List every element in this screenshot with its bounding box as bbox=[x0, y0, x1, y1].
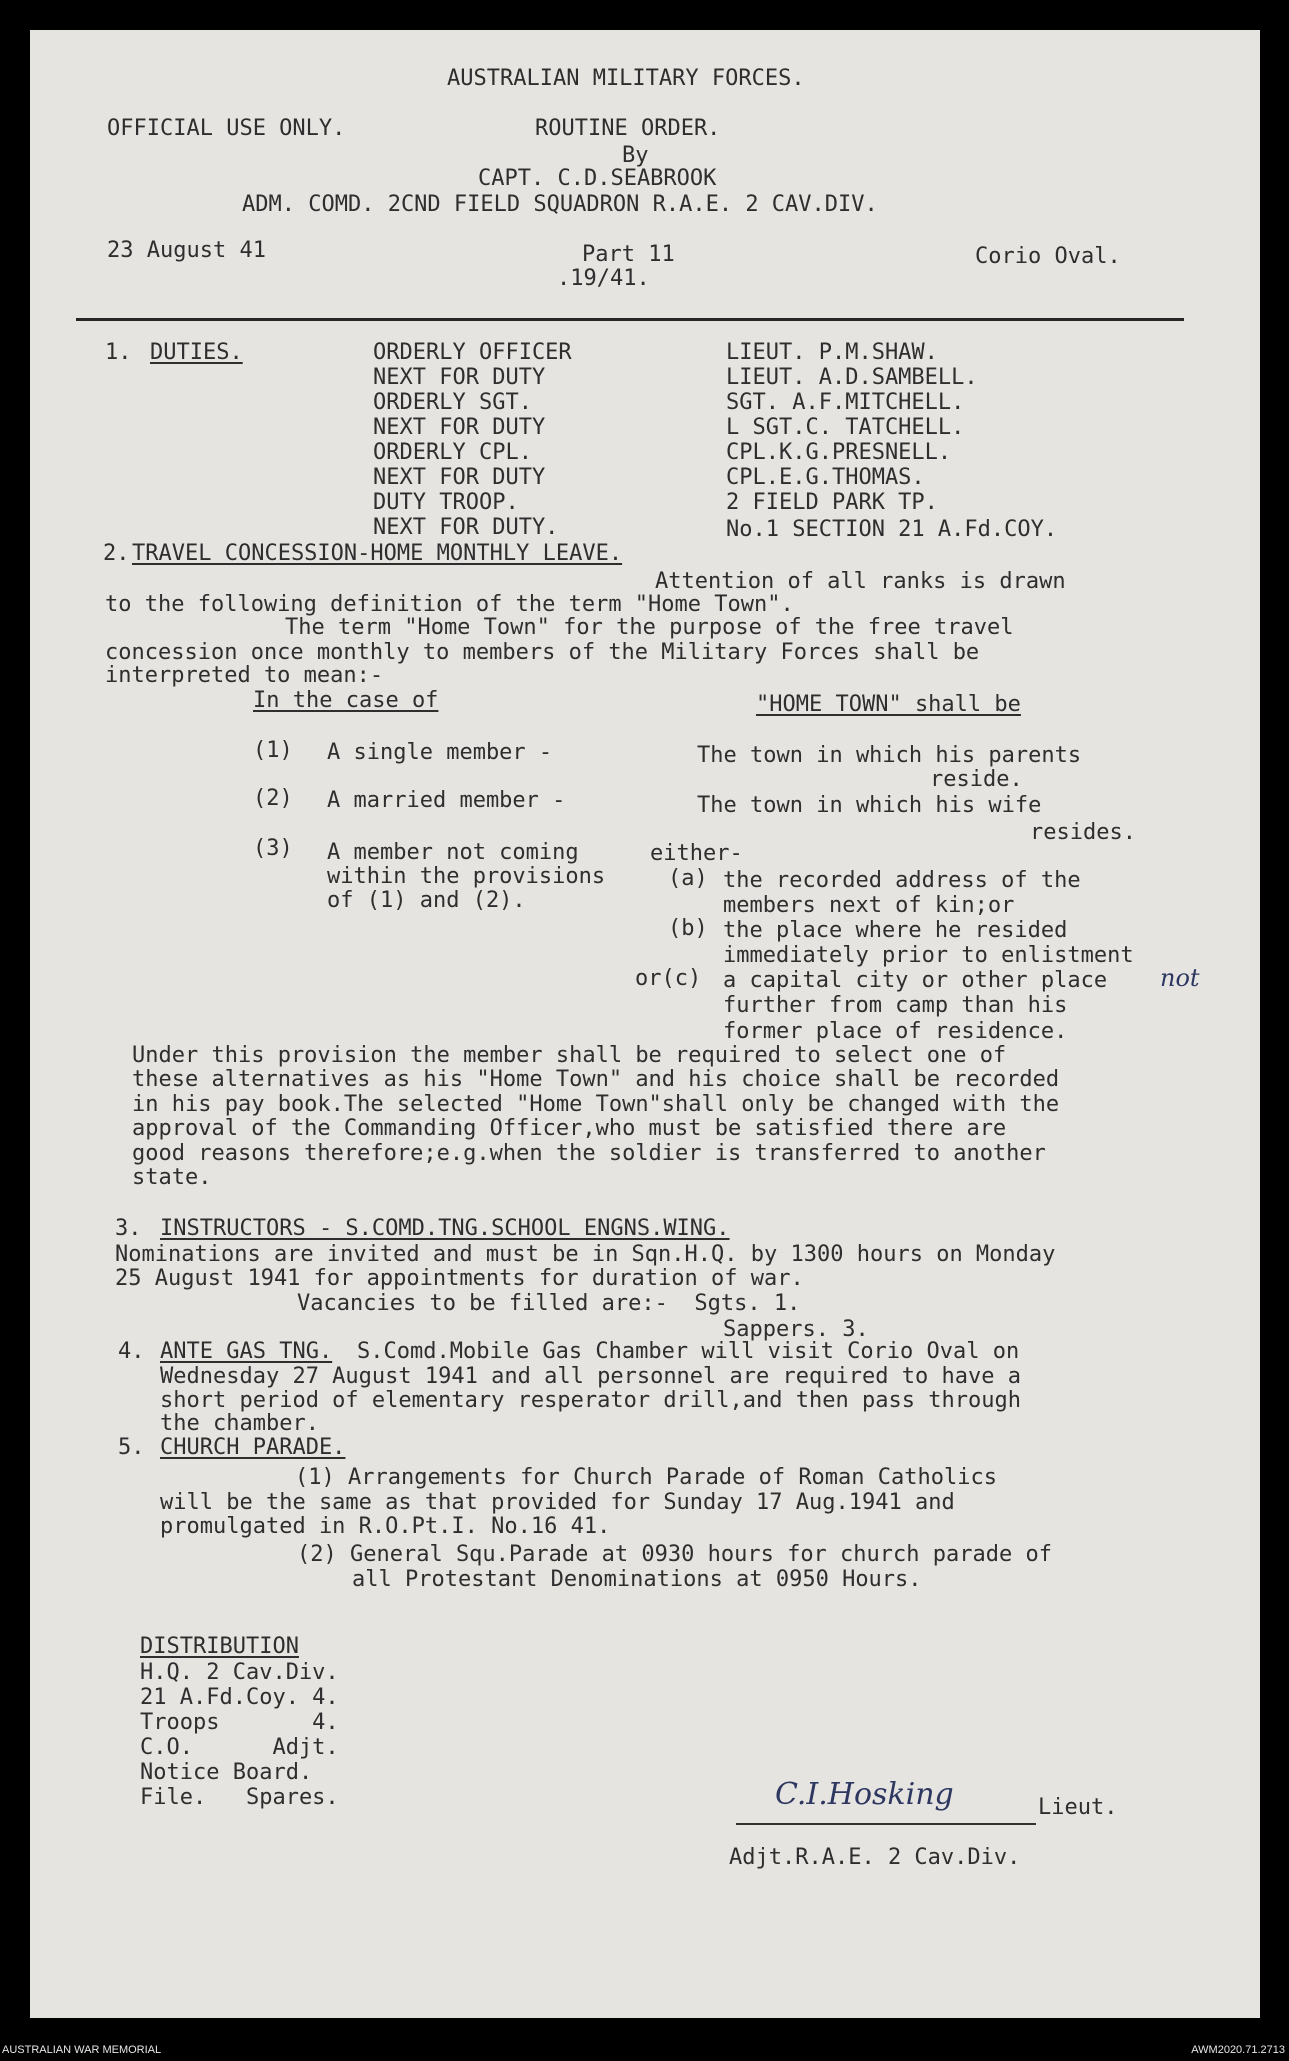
order-type-label: ROUTINE ORDER. bbox=[535, 116, 721, 141]
gas-line: S.Comd.Mobile Gas Chamber will visit Corio Oval on bbox=[357, 1339, 1020, 1364]
provision-line: Under this provision the member shall be required to select one of bbox=[132, 1043, 1007, 1068]
travel-intro-line: interpreted to mean:- bbox=[105, 663, 384, 688]
duty-name: LIEUT. P.M.SHAW. bbox=[726, 340, 938, 365]
case-definition: The town in which his parents bbox=[697, 743, 1082, 768]
option-text: former place of residence. bbox=[723, 1019, 1068, 1044]
travel-intro-line: to the following definition of the term "Home Town". bbox=[105, 592, 794, 617]
church-number: 5. bbox=[118, 1435, 145, 1460]
duty-name: LIEUT. A.D.SAMBELL. bbox=[726, 365, 978, 390]
gas-number: 4. bbox=[118, 1339, 145, 1364]
order-number: .19/41. bbox=[557, 266, 650, 291]
by-label: By bbox=[622, 143, 649, 168]
option-key: or(c) bbox=[635, 966, 702, 991]
church-line: will be the same as that provided for Sunday 17 Aug.1941 and bbox=[160, 1490, 955, 1515]
gas-line: short period of elementary resperator drill,and then pass through bbox=[160, 1388, 1021, 1413]
distribution-item: Notice Board. bbox=[140, 1760, 313, 1785]
case-definition: resides. bbox=[1030, 820, 1136, 845]
order-part: Part 11 bbox=[582, 242, 675, 267]
distribution-item: 21 A.Fd.Coy. 4. bbox=[140, 1685, 339, 1710]
archive-reference: AWM2020.71.2713 bbox=[1191, 2044, 1285, 2056]
duty-name: 2 FIELD PARK TP. bbox=[726, 490, 938, 515]
travel-intro-line: The term "Home Town" for the purpose of the free travel bbox=[285, 615, 1014, 640]
unit-name: ADM. COMD. 2CND FIELD SQUADRON R.A.E. 2 CAV.DIV. bbox=[242, 192, 878, 217]
duty-role: ORDERLY CPL. bbox=[373, 440, 532, 465]
travel-intro-line: concession once monthly to members of the Military Forces shall be bbox=[105, 640, 980, 665]
instructors-line: Nominations are invited and must be in Sqn.H.Q. by 1300 hours on Monday bbox=[115, 1242, 1056, 1267]
duty-role: NEXT FOR DUTY. bbox=[373, 515, 559, 540]
provision-line: these alternatives as his "Home Town" and his choice shall be recorded bbox=[132, 1067, 1060, 1092]
duty-name: No.1 SECTION 21 A.Fd.COY. bbox=[726, 517, 1058, 542]
distribution-heading: DISTRIBUTION bbox=[140, 1634, 299, 1659]
provision-line: in his pay book.The selected "Home Town"shall only be changed with the bbox=[132, 1092, 1060, 1117]
duties-number: 1. bbox=[105, 340, 132, 365]
header-rule bbox=[76, 318, 1184, 321]
gas-line: Wednesday 27 August 1941 and all personnel are required to have a bbox=[160, 1364, 1021, 1389]
case-definition: reside. bbox=[930, 767, 1023, 792]
travel-number: 2. bbox=[103, 541, 130, 566]
duty-role: ORDERLY SGT. bbox=[373, 390, 532, 415]
case-column-heading: In the case of bbox=[253, 688, 439, 713]
provision-line: good reasons therefore;e.g.when the soldier is transferred to another bbox=[132, 1141, 1046, 1166]
case-number: (2) bbox=[253, 786, 293, 811]
option-text: the place where he resided bbox=[723, 918, 1068, 943]
instructors-line: Vacancies to be filled are:- Sgts. 1. bbox=[297, 1291, 801, 1316]
duty-role: DUTY TROOP. bbox=[373, 490, 519, 515]
distribution-item: Troops 4. bbox=[140, 1710, 339, 1735]
sappers-vacancies: Sappers. 3. bbox=[723, 1317, 869, 1342]
case-label: A member not coming bbox=[327, 840, 579, 865]
option-text: immediately prior to enlistment bbox=[723, 943, 1134, 968]
instructors-number: 3. bbox=[115, 1216, 142, 1241]
option-text: members next of kin;or bbox=[723, 893, 1015, 918]
travel-heading: TRAVEL CONCESSION-HOME MONTHLY LEAVE. bbox=[132, 541, 623, 566]
duties-heading: DUTIES. bbox=[150, 340, 243, 365]
signatory-title: Adjt.R.A.E. 2 Cav.Div. bbox=[729, 1845, 1021, 1870]
signature-line bbox=[736, 1823, 1036, 1825]
option-key: (a) bbox=[668, 866, 708, 891]
duty-role: ORDERLY OFFICER bbox=[373, 340, 572, 365]
gas-line: the chamber. bbox=[160, 1411, 319, 1436]
instructors-line: 25 August 1941 for appointments for duration of war. bbox=[115, 1266, 804, 1291]
case-number: (1) bbox=[253, 738, 293, 763]
signatory-rank: Lieut. bbox=[1038, 1795, 1118, 1820]
church-line: all Protestant Denominations at 0950 Hours. bbox=[352, 1567, 922, 1592]
instructors-heading: INSTRUCTORS - S.COMD.TNG.SCHOOL ENGNS.WING. bbox=[160, 1216, 730, 1241]
forces-heading: AUSTRALIAN MILITARY FORCES. bbox=[447, 66, 805, 91]
duty-name: L SGT.C. TATCHELL. bbox=[726, 415, 965, 440]
case-label: within the provisions bbox=[327, 864, 606, 889]
official-use-label: OFFICIAL USE ONLY. bbox=[107, 116, 346, 141]
signature: C.I.Hosking bbox=[775, 1777, 954, 1812]
duty-name: SGT. A.F.MITCHELL. bbox=[726, 390, 965, 415]
travel-intro-line: Attention of all ranks is drawn bbox=[655, 569, 1066, 594]
issuer-name: CAPT. C.D.SEABROOK bbox=[478, 166, 717, 191]
option-key: (b) bbox=[668, 916, 708, 941]
case-label: of (1) and (2). bbox=[327, 888, 526, 913]
option-text: a capital city or other place bbox=[723, 968, 1108, 993]
distribution-item: File. Spares. bbox=[140, 1785, 339, 1810]
case-definition: The town in which his wife bbox=[697, 793, 1042, 818]
duty-name: CPL.E.G.THOMAS. bbox=[726, 465, 925, 490]
handwritten-annotation: not bbox=[1160, 964, 1200, 992]
distribution-item: H.Q. 2 Cav.Div. bbox=[140, 1660, 339, 1685]
gas-heading: ANTE GAS TNG. bbox=[160, 1339, 333, 1364]
case-number: (3) bbox=[253, 836, 293, 861]
archive-footer bbox=[0, 2038, 1289, 2061]
church-line: (1) Arrangements for Church Parade of Roman Catholics bbox=[295, 1465, 997, 1490]
distribution-item: C.O. Adjt. bbox=[140, 1735, 339, 1760]
duty-role: NEXT FOR DUTY bbox=[373, 365, 546, 390]
archive-name: AUSTRALIAN WAR MEMORIAL bbox=[2, 2044, 162, 2056]
provision-line: approval of the Commanding Officer,who must be satisfied there are bbox=[132, 1116, 1007, 1141]
case-label: A married member - bbox=[327, 788, 566, 813]
case-label: A single member - bbox=[327, 740, 553, 765]
home-town-column-heading: "HOME TOWN" shall be bbox=[756, 692, 1021, 717]
option-text: further from camp than his bbox=[723, 993, 1068, 1018]
option-text: the recorded address of the bbox=[723, 868, 1081, 893]
church-line: promulgated in R.O.Pt.I. No.16 41. bbox=[160, 1514, 611, 1539]
order-date: 23 August 41 bbox=[107, 238, 266, 263]
provision-line: state. bbox=[132, 1165, 212, 1190]
duty-role: NEXT FOR DUTY bbox=[373, 415, 546, 440]
either-label: either- bbox=[650, 841, 743, 866]
church-line: (2) General Squ.Parade at 0930 hours for church parade of bbox=[297, 1542, 1052, 1567]
duty-name: CPL.K.G.PRESNELL. bbox=[726, 440, 952, 465]
church-heading: CHURCH PARADE. bbox=[160, 1435, 346, 1460]
order-location: Corio Oval. bbox=[975, 244, 1121, 269]
duty-role: NEXT FOR DUTY bbox=[373, 465, 546, 490]
